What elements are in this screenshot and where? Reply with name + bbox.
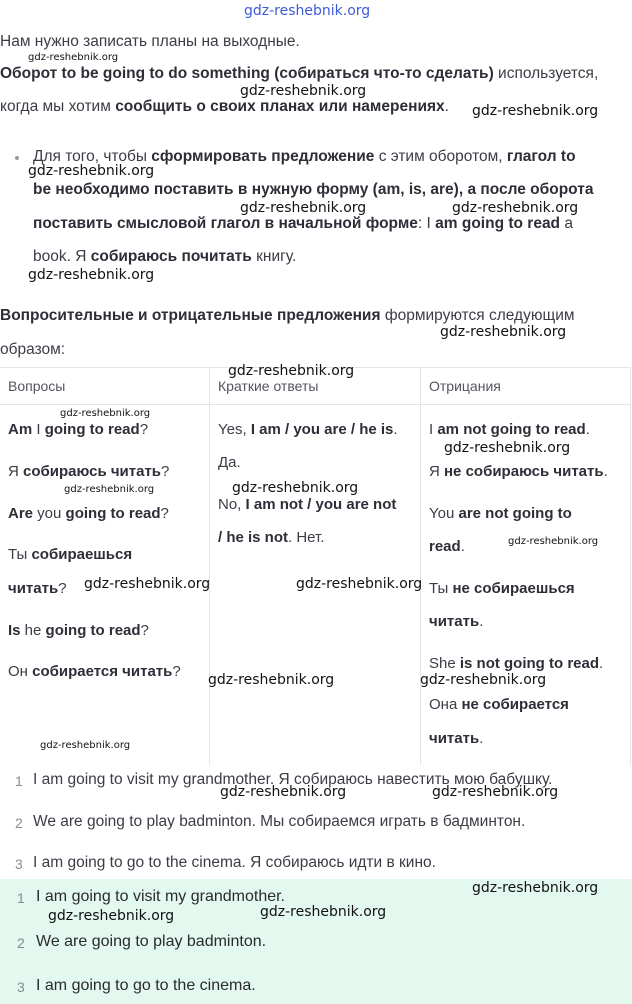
negation-1 <box>429 421 590 438</box>
example-number: 1 <box>15 773 23 789</box>
watermark: gdz-reshebnik.org <box>296 576 423 592</box>
table-text: . <box>460 538 465 555</box>
table-bold: Am <box>8 421 33 438</box>
negation-2-ru <box>429 580 575 597</box>
table-text: . <box>585 421 590 438</box>
table-text: . <box>603 463 608 480</box>
table-bold: am not going to read <box>437 421 586 438</box>
table-text: ? <box>160 505 169 522</box>
bullet-text: book. Я <box>33 248 91 265</box>
question-1-ru <box>8 463 169 480</box>
table-col-divider <box>630 367 631 765</box>
example-text: I am going to go to the cinema. Я собираюсь идти в кино. <box>33 854 436 871</box>
table-text: . <box>479 730 484 747</box>
table-text: ? <box>140 622 149 639</box>
table-bold: I am not / you are not <box>245 496 397 513</box>
answer-text: We are going to play badminton. <box>36 933 267 950</box>
bullet-bold: собираюсь почитать <box>90 248 252 265</box>
watermark: gdz-reshebnik.org <box>452 200 579 216</box>
negation-1-ru <box>429 463 608 480</box>
bullet-dot-icon <box>15 156 19 160</box>
table-bold: читать <box>429 613 480 630</box>
example-text: I am going to visit my grandmother. Я собираюсь навестить мою бабушку. <box>33 771 553 788</box>
watermark: gdz-reshebnik.org <box>472 880 599 896</box>
table-bold: I am / you are / he is <box>250 421 394 438</box>
table-bold: going to read <box>45 622 141 639</box>
bullet-bold: am going to read <box>435 215 561 232</box>
table-header-divider <box>0 404 631 405</box>
header-watermark: gdz-reshebnik.org <box>244 3 371 19</box>
watermark: gdz-reshebnik.org <box>420 672 547 688</box>
watermark: gdz-reshebnik.org <box>240 83 367 99</box>
watermark: gdz-reshebnik.org <box>64 484 155 495</box>
watermark: gdz-reshebnik.org <box>28 52 119 63</box>
answer-box <box>0 879 632 1004</box>
table-bold: собирается читать <box>32 663 173 680</box>
rule-line-2 <box>0 98 449 116</box>
bullet-text: : I <box>417 215 436 232</box>
watermark: gdz-reshebnik.org <box>440 324 567 340</box>
table-text: I <box>429 421 438 438</box>
bullet-text: Для того, чтобы <box>33 148 152 165</box>
rule-bold-2: сообщить о своих планах или намерениях <box>115 98 445 115</box>
watermark: gdz-reshebnik.org <box>208 672 335 688</box>
bullet-bold: сформировать предложение <box>151 148 375 165</box>
table-text: Ты <box>8 546 32 563</box>
short-answer-yes-ru: Да. <box>218 454 241 471</box>
question-2 <box>8 505 169 522</box>
answer-number: 3 <box>17 979 25 995</box>
table-bold: Is <box>8 622 21 639</box>
table-bold: / he is not <box>218 529 289 546</box>
table-text: Он <box>8 663 33 680</box>
table-bold: читать <box>8 580 59 597</box>
watermark: gdz-reshebnik.org <box>432 784 559 800</box>
table-text: Ты <box>429 580 453 597</box>
bullet-line-3 <box>33 215 573 233</box>
watermark: gdz-reshebnik.org <box>232 480 359 496</box>
table-text: No, <box>218 496 246 513</box>
negation-3-ru-cont <box>429 730 483 747</box>
negation-2-cont <box>429 538 465 555</box>
table-col-divider <box>209 367 210 765</box>
bullet-bold: глагол to <box>506 148 576 165</box>
forms-rest: формируются следующим <box>380 307 575 324</box>
forms-table <box>0 367 631 765</box>
watermark: gdz-reshebnik.org <box>28 163 155 179</box>
table-text: Она <box>429 696 462 713</box>
table-text: ? <box>58 580 67 597</box>
table-text: . <box>599 655 604 672</box>
watermark: gdz-reshebnik.org <box>444 440 571 456</box>
question-3 <box>8 622 149 639</box>
table-text: ? <box>172 663 181 680</box>
table-text: Yes, <box>218 421 251 438</box>
table-bold: собираюсь читать <box>23 463 162 480</box>
rule-end: . <box>444 98 449 115</box>
negation-3 <box>429 655 603 672</box>
watermark: gdz-reshebnik.org <box>28 267 155 283</box>
table-text: he <box>20 622 46 639</box>
watermark: gdz-reshebnik.org <box>84 576 211 592</box>
question-1 <box>8 421 148 438</box>
negation-2-ru-cont <box>429 613 483 630</box>
header-negations: Отрицания <box>429 378 501 394</box>
table-bold: going to read <box>65 505 161 522</box>
intro-text: Нам нужно записать планы на выходные. <box>0 33 300 50</box>
watermark: gdz-reshebnik.org <box>260 904 387 920</box>
bullet-text: с этим оборотом, <box>374 148 507 165</box>
forms-line-1 <box>0 307 575 325</box>
watermark: gdz-reshebnik.org <box>228 363 355 379</box>
bullet-text: a <box>560 215 573 232</box>
bullet-text: книгу. <box>251 248 297 265</box>
watermark: gdz-reshebnik.org <box>240 200 367 216</box>
bullet-bold: поставить смысловой глагол в начальной форме <box>33 215 418 232</box>
table-text: Я <box>429 463 444 480</box>
answer-number: 1 <box>17 890 25 906</box>
watermark: gdz-reshebnik.org <box>48 908 175 924</box>
watermark: gdz-reshebnik.org <box>508 536 599 547</box>
header-questions: Вопросы <box>8 378 66 394</box>
rule-line-1 <box>0 65 598 83</box>
negation-2 <box>429 505 572 522</box>
table-bold: read <box>429 538 461 555</box>
question-3-ru <box>8 663 181 680</box>
bullet-line-2 <box>33 181 593 199</box>
table-bold: не собираюсь читать <box>444 463 604 480</box>
table-bold: не собираешься <box>452 580 575 597</box>
watermark: gdz-reshebnik.org <box>40 740 131 751</box>
table-text: You <box>429 505 459 522</box>
question-2-ru <box>8 546 132 563</box>
table-bold: is not going to read <box>459 655 600 672</box>
rule-rest-2: когда мы хотим <box>0 98 116 115</box>
bullet-line-4 <box>33 248 296 266</box>
rule-rest: используется, <box>493 65 599 82</box>
negation-3-ru <box>429 696 569 713</box>
table-bold: читать <box>429 730 480 747</box>
example-text: We are going to play badminton. Мы собираемся играть в бадминтон. <box>33 813 526 830</box>
forms-line-2: образом: <box>0 341 66 358</box>
table-text: ? <box>161 463 170 480</box>
table-text: you <box>33 505 66 522</box>
table-bold: собираешься <box>31 546 133 563</box>
table-col-divider <box>420 367 421 765</box>
example-number: 2 <box>15 815 23 831</box>
table-text: She <box>429 655 460 672</box>
forms-bold: Вопросительные и отрицательные предложения <box>0 307 381 324</box>
table-bold: are not going to <box>458 505 572 522</box>
answer-text: I am going to go to the cinema. <box>36 977 256 994</box>
table-bold: не собирается <box>461 696 569 713</box>
answer-number: 2 <box>17 935 25 951</box>
watermark: gdz-reshebnik.org <box>472 103 599 119</box>
watermark: gdz-reshebnik.org <box>60 408 151 419</box>
short-answer-no <box>218 496 396 513</box>
header-short-answers: Краткие ответы <box>218 378 319 394</box>
short-answer-yes <box>218 421 398 438</box>
table-text: ? <box>139 421 149 438</box>
table-text: Я <box>8 463 23 480</box>
answer-text: I am going to visit my grandmother. <box>36 888 285 905</box>
table-bold: Are <box>8 505 34 522</box>
table-text: . <box>393 421 398 438</box>
example-number: 3 <box>15 856 23 872</box>
short-answer-no-cont <box>218 529 324 546</box>
table-text: . <box>479 613 484 630</box>
question-2-ru-cont <box>8 580 67 597</box>
table-text: I <box>32 421 45 438</box>
table-bold: going to read <box>44 421 140 438</box>
watermark: gdz-reshebnik.org <box>220 784 347 800</box>
rule-bold: Оборот to be going to do something (собираться что-то сделать) <box>0 65 494 82</box>
bullet-bold: be необходимо поставить в нужную форму (am, is, are), а после оборота <box>33 181 594 198</box>
table-text: . Нет. <box>288 529 325 546</box>
